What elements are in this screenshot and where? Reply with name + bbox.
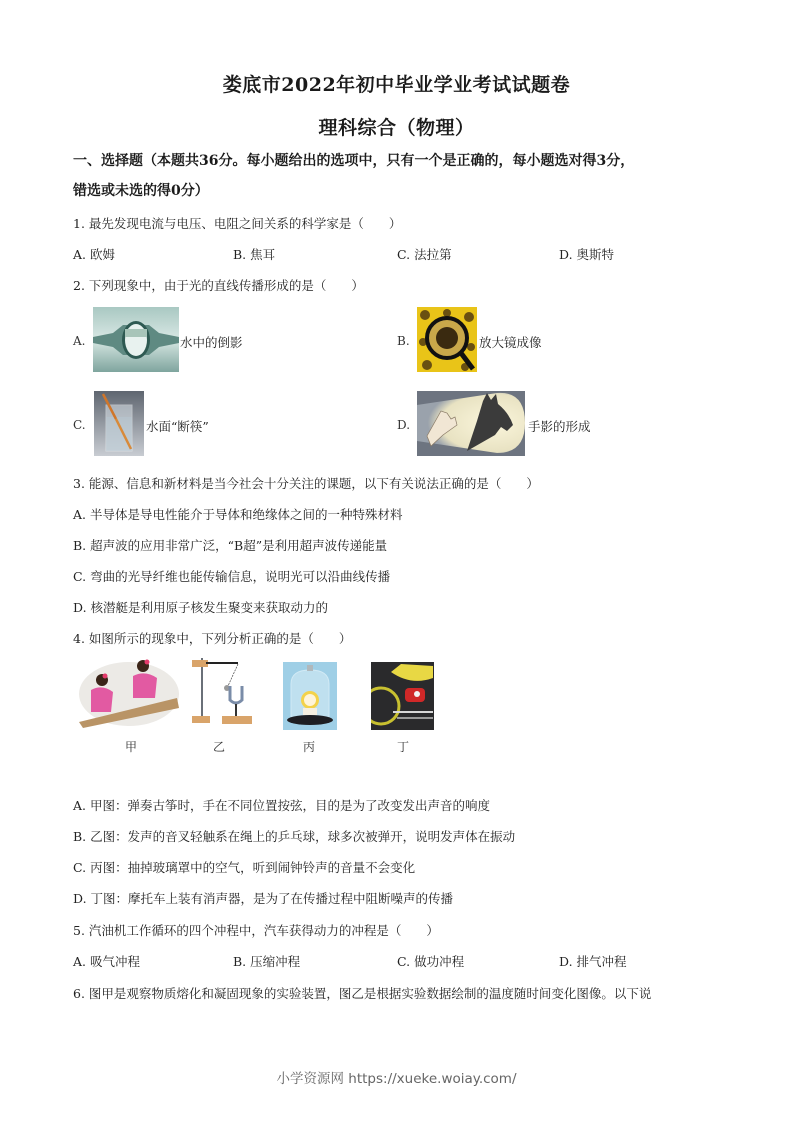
q3-option-d: D. 核潜艇是利用原子核发生聚变来获取动力的 (73, 600, 329, 615)
hand-shadow-image (417, 391, 525, 456)
q4-option-b: B. 乙图：发声的音叉轻触系在绳上的乒乓球，球多次被弹开，说明发声体在振动 (73, 829, 516, 844)
question-4-stem: 4. 如图所示的现象中，下列分析正确的是（ ） (73, 631, 352, 646)
q3-option-c: C. 弯曲的光导纤维也能传输信息，说明光可以沿曲线传播 (73, 569, 391, 584)
footer-watermark: 小学资源网 https://xueke.woiay.com/ (276, 1071, 517, 1087)
q2-option-a-caption: 水中的倒影 (180, 335, 243, 350)
tuning-fork-image (188, 656, 254, 728)
question-5-stem: 5. 汽油机工作循环的四个冲程中，汽车获得动力的冲程是（ ） (73, 923, 439, 938)
q2-option-c-caption: 水面“断筷” (146, 419, 209, 434)
q1-option-c: C. 法拉第 (397, 247, 452, 262)
question-1-stem: 1. 最先发现电流与电压、电阻之间关系的科学家是（ ） (73, 216, 402, 231)
q4-option-d: D. 丁图：摩托车上装有消声器，是为了在传播过程中阻断噪声的传播 (73, 891, 454, 906)
q4-option-c: C. 丙图：抽掉玻璃罩中的空气，听到闹钟铃声的音量不会变化 (73, 860, 416, 875)
exam-title: 娄底市2022年初中毕业学业考试试题卷 (222, 74, 571, 96)
question-3-stem: 3. 能源、信息和新材料是当今社会十分关注的课题，以下有关说法正确的是（ ） (73, 476, 539, 491)
question-6-stem: 6. 图甲是观察物质熔化和凝固现象的实验装置，图乙是根据实验数据绘制的温度随时间变化图像。以下说 (73, 986, 652, 1001)
q5-option-a: A. 吸气冲程 (73, 954, 140, 969)
q2-option-b-letter: B. (397, 334, 410, 348)
question-2-stem: 2. 下列现象中，由于光的直线传播形成的是（ ） (73, 278, 364, 293)
figure-label-ding: 丁 (397, 740, 410, 754)
q1-option-d: D. 奥斯特 (559, 247, 615, 262)
q2-option-d-letter: D. (397, 418, 411, 432)
figure-label-jia: 甲 (125, 740, 138, 754)
motorcycle-muffler-image (371, 662, 434, 730)
figure-label-yi: 乙 (213, 740, 226, 754)
q3-option-b: B. 超声波的应用非常广泛，“B超”是利用超声波传递能量 (73, 538, 388, 553)
figure-label-bing: 丙 (303, 740, 316, 754)
q4-option-a: A. 甲图：弹奏古筝时，手在不同位置按弦，目的是为了改变发出声音的响度 (73, 798, 490, 813)
section-heading-line2: 错选或未选的得0分） (73, 183, 209, 199)
q2-option-d-caption: 手影的形成 (528, 419, 591, 434)
q3-option-a: A. 半导体是导电性能介于导体和绝缘体之间的一种特殊材料 (73, 507, 403, 522)
bridge-reflection-image (93, 307, 179, 372)
q5-option-b: B. 压缩冲程 (233, 954, 301, 969)
guzheng-players-image (77, 658, 180, 728)
q2-option-a-letter: A. (73, 334, 86, 348)
q5-option-d: D. 排气冲程 (559, 954, 627, 969)
exam-subtitle: 理科综合（物理） (318, 117, 475, 139)
chopstick-in-water-image (94, 391, 144, 456)
q1-option-b: B. 焦耳 (233, 247, 276, 262)
q5-option-c: C. 做功冲程 (397, 954, 465, 969)
q2-option-b-caption: 放大镜成像 (479, 335, 542, 350)
section-heading-line1: 一、选择题（本题共36分。每小题给出的选项中，只有一个是正确的，每小题选对得3分， (73, 153, 635, 169)
q2-option-c-letter: C. (73, 418, 86, 432)
bell-jar-clock-image (283, 662, 337, 730)
q1-option-a: A. 欧姆 (73, 247, 115, 262)
magnifier-image (417, 307, 477, 372)
